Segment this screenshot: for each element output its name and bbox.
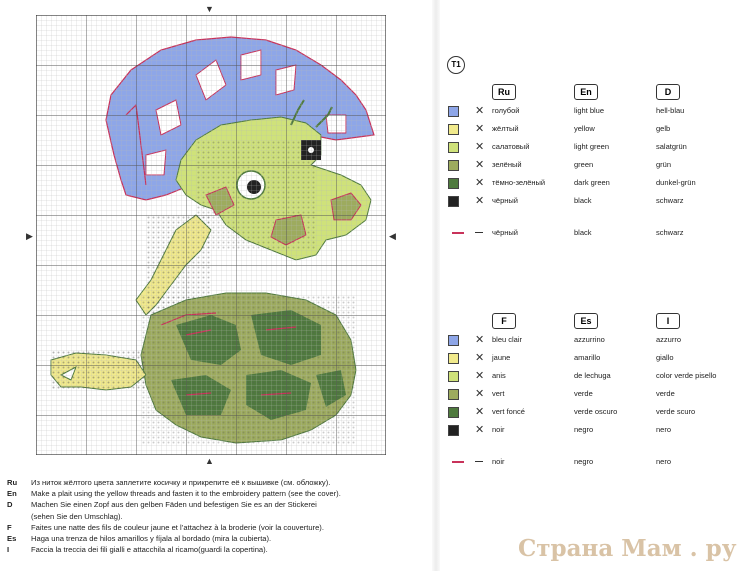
header-ru: Ru: [492, 84, 516, 100]
key-row: ✕ зелёный green grün: [448, 160, 748, 172]
instruction-line: D Machen Sie einen Zopf aus den gelben Fäden und befestigen Sie es an der Stickerei: [7, 500, 317, 510]
instruction-line: Es Haga una trenza de hilos amarillos y fíjala al bordado (mira la cubierta).: [7, 534, 272, 544]
center-arrow-right: ◀: [389, 231, 396, 241]
header-en: En: [574, 84, 598, 100]
backstitch-row: чёрный black schwarz: [448, 228, 748, 240]
cross-stitch-chart: [36, 15, 386, 455]
backstitch-line-icon: [452, 232, 464, 234]
cross-stitch-icon: ✕: [475, 105, 485, 117]
instruction-line: I Faccia la treccia dei fili gialli e attacchila al ricamo(guardi la copertina).: [7, 545, 268, 555]
backstitch-line-icon: [452, 461, 464, 463]
key-row: ✕ жёлтый yellow gelb: [448, 124, 748, 136]
key-row: ✕ тёмно-зелёный dark green dunkel-grün: [448, 178, 748, 190]
black-swatch: [448, 425, 459, 436]
center-arrow-left: ▶: [26, 231, 33, 241]
key-row: ✕ чёрный black schwarz: [448, 196, 748, 208]
light-green-swatch: [448, 142, 459, 153]
cross-stitch-icon: ✕: [475, 406, 485, 418]
header-f: F: [492, 313, 516, 329]
center-arrow-top: ▼: [205, 4, 214, 14]
key-badge: T1: [447, 56, 465, 74]
watermark: Страна Мам . ру: [518, 535, 737, 562]
instruction-line: F Faites une natte des fils de couleur jaune et l’attachez à la broderie (voir la couverture).: [7, 522, 324, 532]
key-row: ✕ jaune amarillo giallo: [448, 353, 748, 365]
instruction-line: En Make a plait using the yellow threads and fasten it to the embroidery pattern (see the cover).: [7, 489, 341, 499]
page-fold: [432, 0, 440, 571]
dark-green-swatch: [448, 407, 459, 418]
cross-stitch-icon: ✕: [475, 334, 485, 346]
cross-stitch-icon: ✕: [475, 123, 485, 135]
cross-stitch-icon: ✕: [475, 424, 485, 436]
key-row: ✕ салатовый light green salatgrün: [448, 142, 748, 154]
key-row: ✕ bleu clair azzurrino azzurro: [448, 335, 748, 347]
cross-stitch-icon: ✕: [475, 370, 485, 382]
black-swatch: [448, 196, 459, 207]
green-swatch: [448, 389, 459, 400]
green-swatch: [448, 160, 459, 171]
light-blue-swatch: [448, 335, 459, 346]
key-row: ✕ vert foncé verde oscuro verde scuro: [448, 407, 748, 419]
header-i: I: [656, 313, 680, 329]
cross-stitch-icon: ✕: [475, 177, 485, 189]
key-bottom: [448, 313, 748, 473]
key-row: ✕ anis de lechuga color verde pisello: [448, 371, 748, 383]
instructions: [7, 477, 427, 555]
key-top: [448, 84, 748, 244]
key-row: ✕ vert verde verde: [448, 389, 748, 401]
header-d: D: [656, 84, 680, 100]
cross-stitch-icon: ✕: [475, 352, 485, 364]
cross-stitch-icon: ✕: [475, 388, 485, 400]
dash-icon: [475, 232, 483, 233]
key-row: ✕ noir negro nero: [448, 425, 748, 437]
dark-green-swatch: [448, 178, 459, 189]
light-green-swatch: [448, 371, 459, 382]
key-row: ✕ голубой light blue hell-blau: [448, 106, 748, 118]
dash-icon: [475, 461, 483, 462]
center-arrow-bottom: ▲: [205, 456, 214, 466]
instruction-line: (sehen Sie den Umschlag).: [31, 511, 123, 521]
backstitch-row: noir negro nero: [448, 457, 748, 469]
cross-stitch-icon: ✕: [475, 141, 485, 153]
instruction-line: Ru Из ниток жёлтого цвета заплетите косичку и прикрепите её к вышивке (см. обложку).: [7, 478, 331, 487]
cross-stitch-icon: ✕: [475, 195, 485, 207]
header-es: Es: [574, 313, 598, 329]
light-blue-swatch: [448, 106, 459, 117]
cross-stitch-icon: ✕: [475, 159, 485, 171]
yellow-swatch: [448, 353, 459, 364]
yellow-swatch: [448, 124, 459, 135]
